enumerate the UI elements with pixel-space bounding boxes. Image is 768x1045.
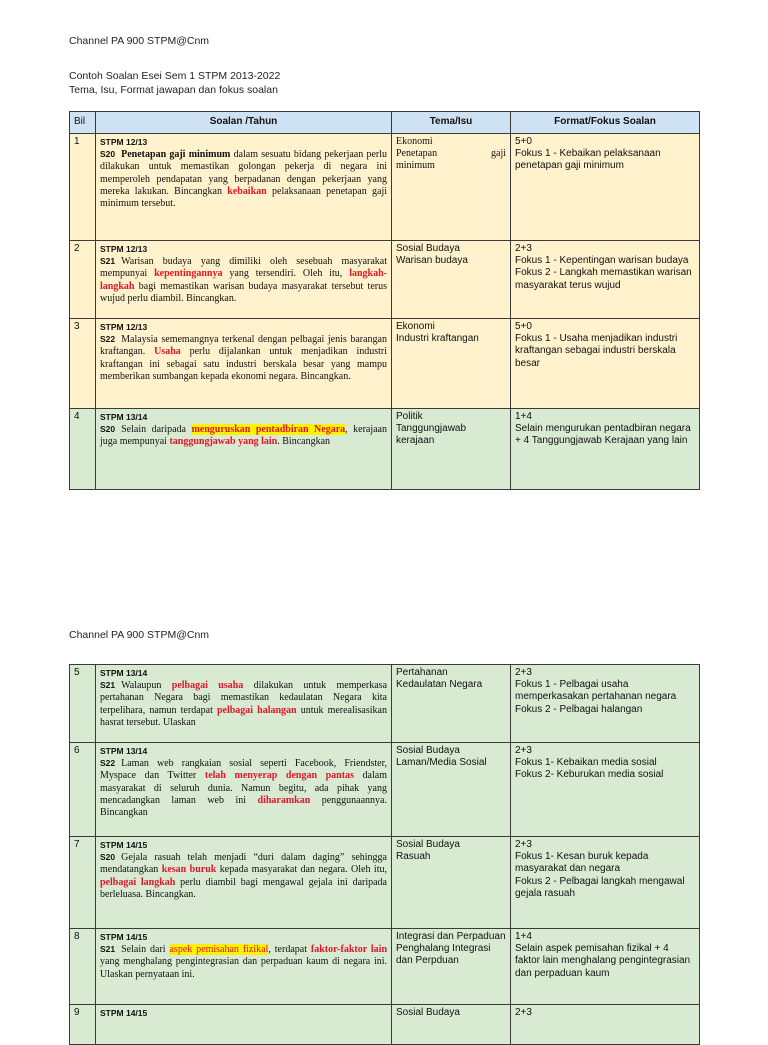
col-header-format: Format/Fokus Soalan [511, 112, 700, 134]
row-bil: 5 [70, 665, 96, 743]
row-question: STPM 12/13 S22 Malaysia sememangnya terkenal dengan pelbagai jenis barangan kraftangan. Usaha perlu dijalankan untuk menjadikan industri kraftangan ini sebagai satu industri berskala besar yang mampu memberikan sumbangan kepada ekonomi negara. Bincangkan. [96, 319, 392, 409]
col-header-soalan: Soalan /Tahun [96, 112, 392, 134]
table-row [70, 241, 700, 319]
essay-table-page2 [69, 664, 700, 1045]
row-tema: Sosial Budaya Laman/Media Sosial [392, 743, 511, 837]
row-bil: 1 [70, 134, 96, 241]
table-row [70, 929, 700, 1005]
row-bil: 4 [70, 409, 96, 490]
row-tema: Ekonomi Penetapan gaji minimum [392, 134, 511, 241]
row-format: 5+0 Fokus 1 - Kebaikan pelaksanaan penetapan gaji minimum [511, 134, 700, 241]
row-tema: Sosial Budaya [392, 1005, 511, 1045]
essay-table-page1 [69, 111, 700, 490]
row-bil: 6 [70, 743, 96, 837]
row-format: 2+3 [511, 1005, 700, 1045]
row-bil: 8 [70, 929, 96, 1005]
col-header-tema: Tema/Isu [392, 112, 511, 134]
row-format: 2+3 Fokus 1- Kesan buruk kepada masyarakat dan negara Fokus 2 - Pelbagai langkah mengawal gejala rasuah [511, 837, 700, 929]
row-question: STPM 13/14 S21 Walaupun pelbagai usaha dilakukan untuk memperkasa pertahanan Negara bagi memastikan kedaulatan Negara kita terpelihara, namun terdapat pelbagai halangan untuk merealisasikan hasrat tersebut. Ulaskan [96, 665, 392, 743]
row-bil: 9 [70, 1005, 96, 1045]
row-bil: 7 [70, 837, 96, 929]
row-tema: Integrasi dan Perpaduan Penghalang Integrasi dan Perpduan [392, 929, 511, 1005]
row-tema: Ekonomi Industri kraftangan [392, 319, 511, 409]
row-question: STPM 13/14 S22 Laman web rangkaian sosial seperti Facebook, Friendster, Myspace dan Twitter telah menyerap dengan pantas dalam masyarakat di seluruh dunia. Namun begitu, ada pihak yang mencadangkan laman web ini diharamkan penggunaannya. Bincangkan [96, 743, 392, 837]
row-tema: Pertahanan Kedaulatan Negara [392, 665, 511, 743]
table-row [70, 134, 700, 241]
row-question: STPM 12/13 S21 Warisan budaya yang dimiliki oleh sesebuah masyarakat mempunyai kepentingannya yang tersendiri. Oleh itu, langkah-langkah bagi memastikan warisan budaya masyarakat tersebut terus wujud perlu diambil. Bincangkan. [96, 241, 392, 319]
row-tema: Politik Tanggungjawab kerajaan [392, 409, 511, 490]
row-format: 5+0 Fokus 1 - Usaha menjadikan industri kraftangan sebagai industri berskala besar [511, 319, 700, 409]
row-question: STPM 14/15 S20 Gejala rasuah telah menjadi “duri dalam daging” sehingga mendatangkan kesan buruk kepada masyarakat dan negara. Oleh itu, pelbagai langkah perlu diambil bagi mengawal gejala ini daripada berleluasa. Bincangkan. [96, 837, 392, 929]
page2-header: Channel PA 900 STPM@Cnm [69, 629, 210, 641]
row-bil: 3 [70, 319, 96, 409]
table-row [70, 1005, 700, 1045]
question-number: S20 [100, 149, 116, 160]
table-header-row [70, 112, 700, 134]
row-question: STPM 14/15 [96, 1005, 392, 1045]
row-question: STPM 14/15 S21 Selain dari aspek pemisahan fizikal, terdapat faktor-faktor lain yang menghalang pengintegrasian dan perpaduan kaum di negara ini. Ulaskan pernyataan ini. [96, 929, 392, 1005]
row-format: 1+4 Selain aspek pemisahan fizikal + 4 faktor lain menghalang pengintegrasian dan perpaduan kaum [511, 929, 700, 1005]
table-row [70, 665, 700, 743]
row-format: 2+3 Fokus 1 - Kepentingan warisan budaya Fokus 2 - Langkah memastikan warisan masyarakat terus wujud [511, 241, 700, 319]
table-row [70, 409, 700, 490]
row-question: STPM 12/13 S20 Penetapan gaji minimum dalam sesuatu bidang pekerjaan perlu dilakukan untuk memastikan golongan pekerja di negara ini memperoleh pendapatan yang berpadanan dengan pekerjaan yang mereka lakukan. Bincangkan kebaikan pelaksanaan penetapan gaji minimum tersebut. [96, 134, 392, 241]
row-format: 1+4 Selain mengurukan pentadbiran negara + 4 Tanggungjawab Kerajaan yang lain [511, 409, 700, 490]
document-subtitle-line2: Tema, Isu, Format jawapan dan fokus soalan [69, 84, 278, 96]
table-row [70, 319, 700, 409]
document-subtitle-line1: Contoh Soalan Esei Sem 1 STPM 2013-2022 [69, 70, 281, 82]
row-format: 2+3 Fokus 1 - Pelbagai usaha memperkasakan pertahanan negara Fokus 2 - Pelbagai halangan [511, 665, 700, 743]
row-bil: 2 [70, 241, 96, 319]
col-header-bil: Bil [70, 112, 96, 134]
table-row [70, 743, 700, 837]
row-format: 2+3 Fokus 1- Kebaikan media sosial Fokus 2- Keburukan media sosial [511, 743, 700, 837]
question-code: STPM 12/13 [100, 137, 148, 147]
row-question: STPM 13/14 S20 Selain daripada menguruskan pentadbiran Negara, kerajaan juga mempunyai tanggungjawab yang lain. Bincangkan [96, 409, 392, 490]
row-tema: Sosial Budaya Rasuah [392, 837, 511, 929]
document-header: Channel PA 900 STPM@Cnm [69, 35, 210, 47]
row-tema: Sosial Budaya Warisan budaya [392, 241, 511, 319]
table-row [70, 837, 700, 929]
